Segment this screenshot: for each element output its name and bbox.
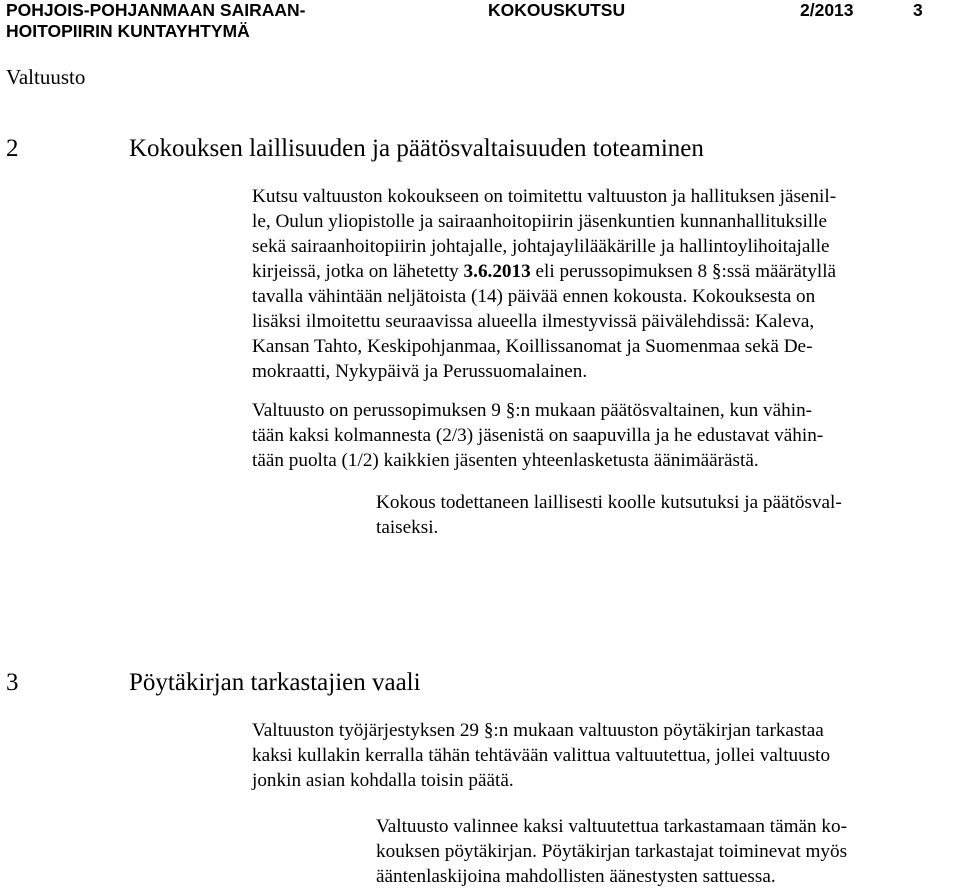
text-line: Kansan Tahto, Keskipohjanmaa, Koillissanomat ja Suomenmaa sekä De-: [252, 336, 813, 357]
text-line: Valtuusto valinnee kaksi valtuutettua tarkastamaan tämän ko-: [376, 816, 848, 837]
document-type: KOKOUSKUTSU: [488, 0, 626, 20]
text-line: Kutsu valtuuston kokoukseen on toimitettu valtuuston ja hallituksen jäsenil-: [252, 186, 837, 207]
text-line: tään puolta (1/2) kaikkien jäsenten yhteenlasketusta äänimäärästä.: [252, 450, 759, 471]
text-line: kaksi kullakin kerralla tähän tehtävään valittua valtuutettua, jollei valtuusto: [252, 745, 831, 766]
text-line: sekä sairaanhoitopiirin johtajalle, johtajaylilääkärille ja hallintoylihoitajalle: [252, 236, 830, 257]
text-line: tään kaksi kolmannesta (2/3) jäsenistä on saapuvilla ja he edustavat vähin-: [252, 425, 824, 446]
text-line: Kokous todettaneen laillisesti koolle kutsutuksi ja päätösval-: [376, 492, 842, 513]
issue-number: 2/2013: [800, 0, 854, 20]
section-title: Kokouksen laillisuuden ja päätösvaltaisuuden toteaminen: [129, 135, 704, 162]
organization-name: [6, 0, 305, 42]
text-line: Valtuuston työjärjestyksen 29 §:n mukaan valtuuston pöytäkirjan tarkastaa: [252, 720, 824, 741]
text-line: Valtuusto on perussopimuksen 9 §:n mukaan päätösvaltainen, kun vähin-: [252, 400, 813, 421]
text-line: taiseksi.: [376, 517, 439, 538]
organization-name-line-2: HOITOPIIRIN KUNTAYHTYMÄ: [6, 21, 250, 41]
text-line: le, Oulun yliopistolle ja sairaanhoitopiirin jäsenkuntien kunnanhallituksille: [252, 211, 827, 232]
organization-name-line-1: POHJOIS-POHJANMAAN SAIRAAN-: [6, 0, 306, 20]
sent-date: 3.6.2013: [463, 261, 531, 282]
page-number: 3: [913, 0, 923, 20]
paragraph-rules-of-procedure: [252, 718, 954, 793]
paragraph-quorum: [252, 398, 954, 473]
text-fragment: eli perussopimuksen 8 §:ssä määrätyllä: [530, 261, 837, 282]
decision-proposal: [376, 490, 954, 540]
text-line: lisäksi ilmoitettu seuraavissa alueella ilmestyvissä päivälehdissä: Kaleva,: [252, 311, 815, 332]
text-line: jonkin asian kohdalla toisin päätä.: [252, 770, 514, 791]
text-line: [252, 259, 954, 284]
text-line: ääntenlaskijoina mahdollisten äänestysten sattuessa.: [376, 866, 776, 887]
text-line: tavalla vähintään neljätoista (14) päivää ennen kokousta. Kokouksesta on: [252, 286, 816, 307]
section-number: 3: [6, 669, 19, 696]
text-line: mokraatti, Nykypäivä ja Perussuomalainen.: [252, 361, 588, 382]
section-number: 2: [6, 135, 19, 162]
text-line: kouksen pöytäkirjan. Pöytäkirjan tarkastajat toiminevat myös: [376, 841, 848, 862]
section-title: Pöytäkirjan tarkastajien vaali: [129, 669, 421, 696]
body-label: Valtuusto: [6, 65, 86, 89]
text-fragment: kirjeissä, jotka on lähetetty: [252, 261, 464, 282]
decision-proposal: [376, 814, 954, 889]
paragraph-meeting-invitation: [252, 184, 954, 384]
